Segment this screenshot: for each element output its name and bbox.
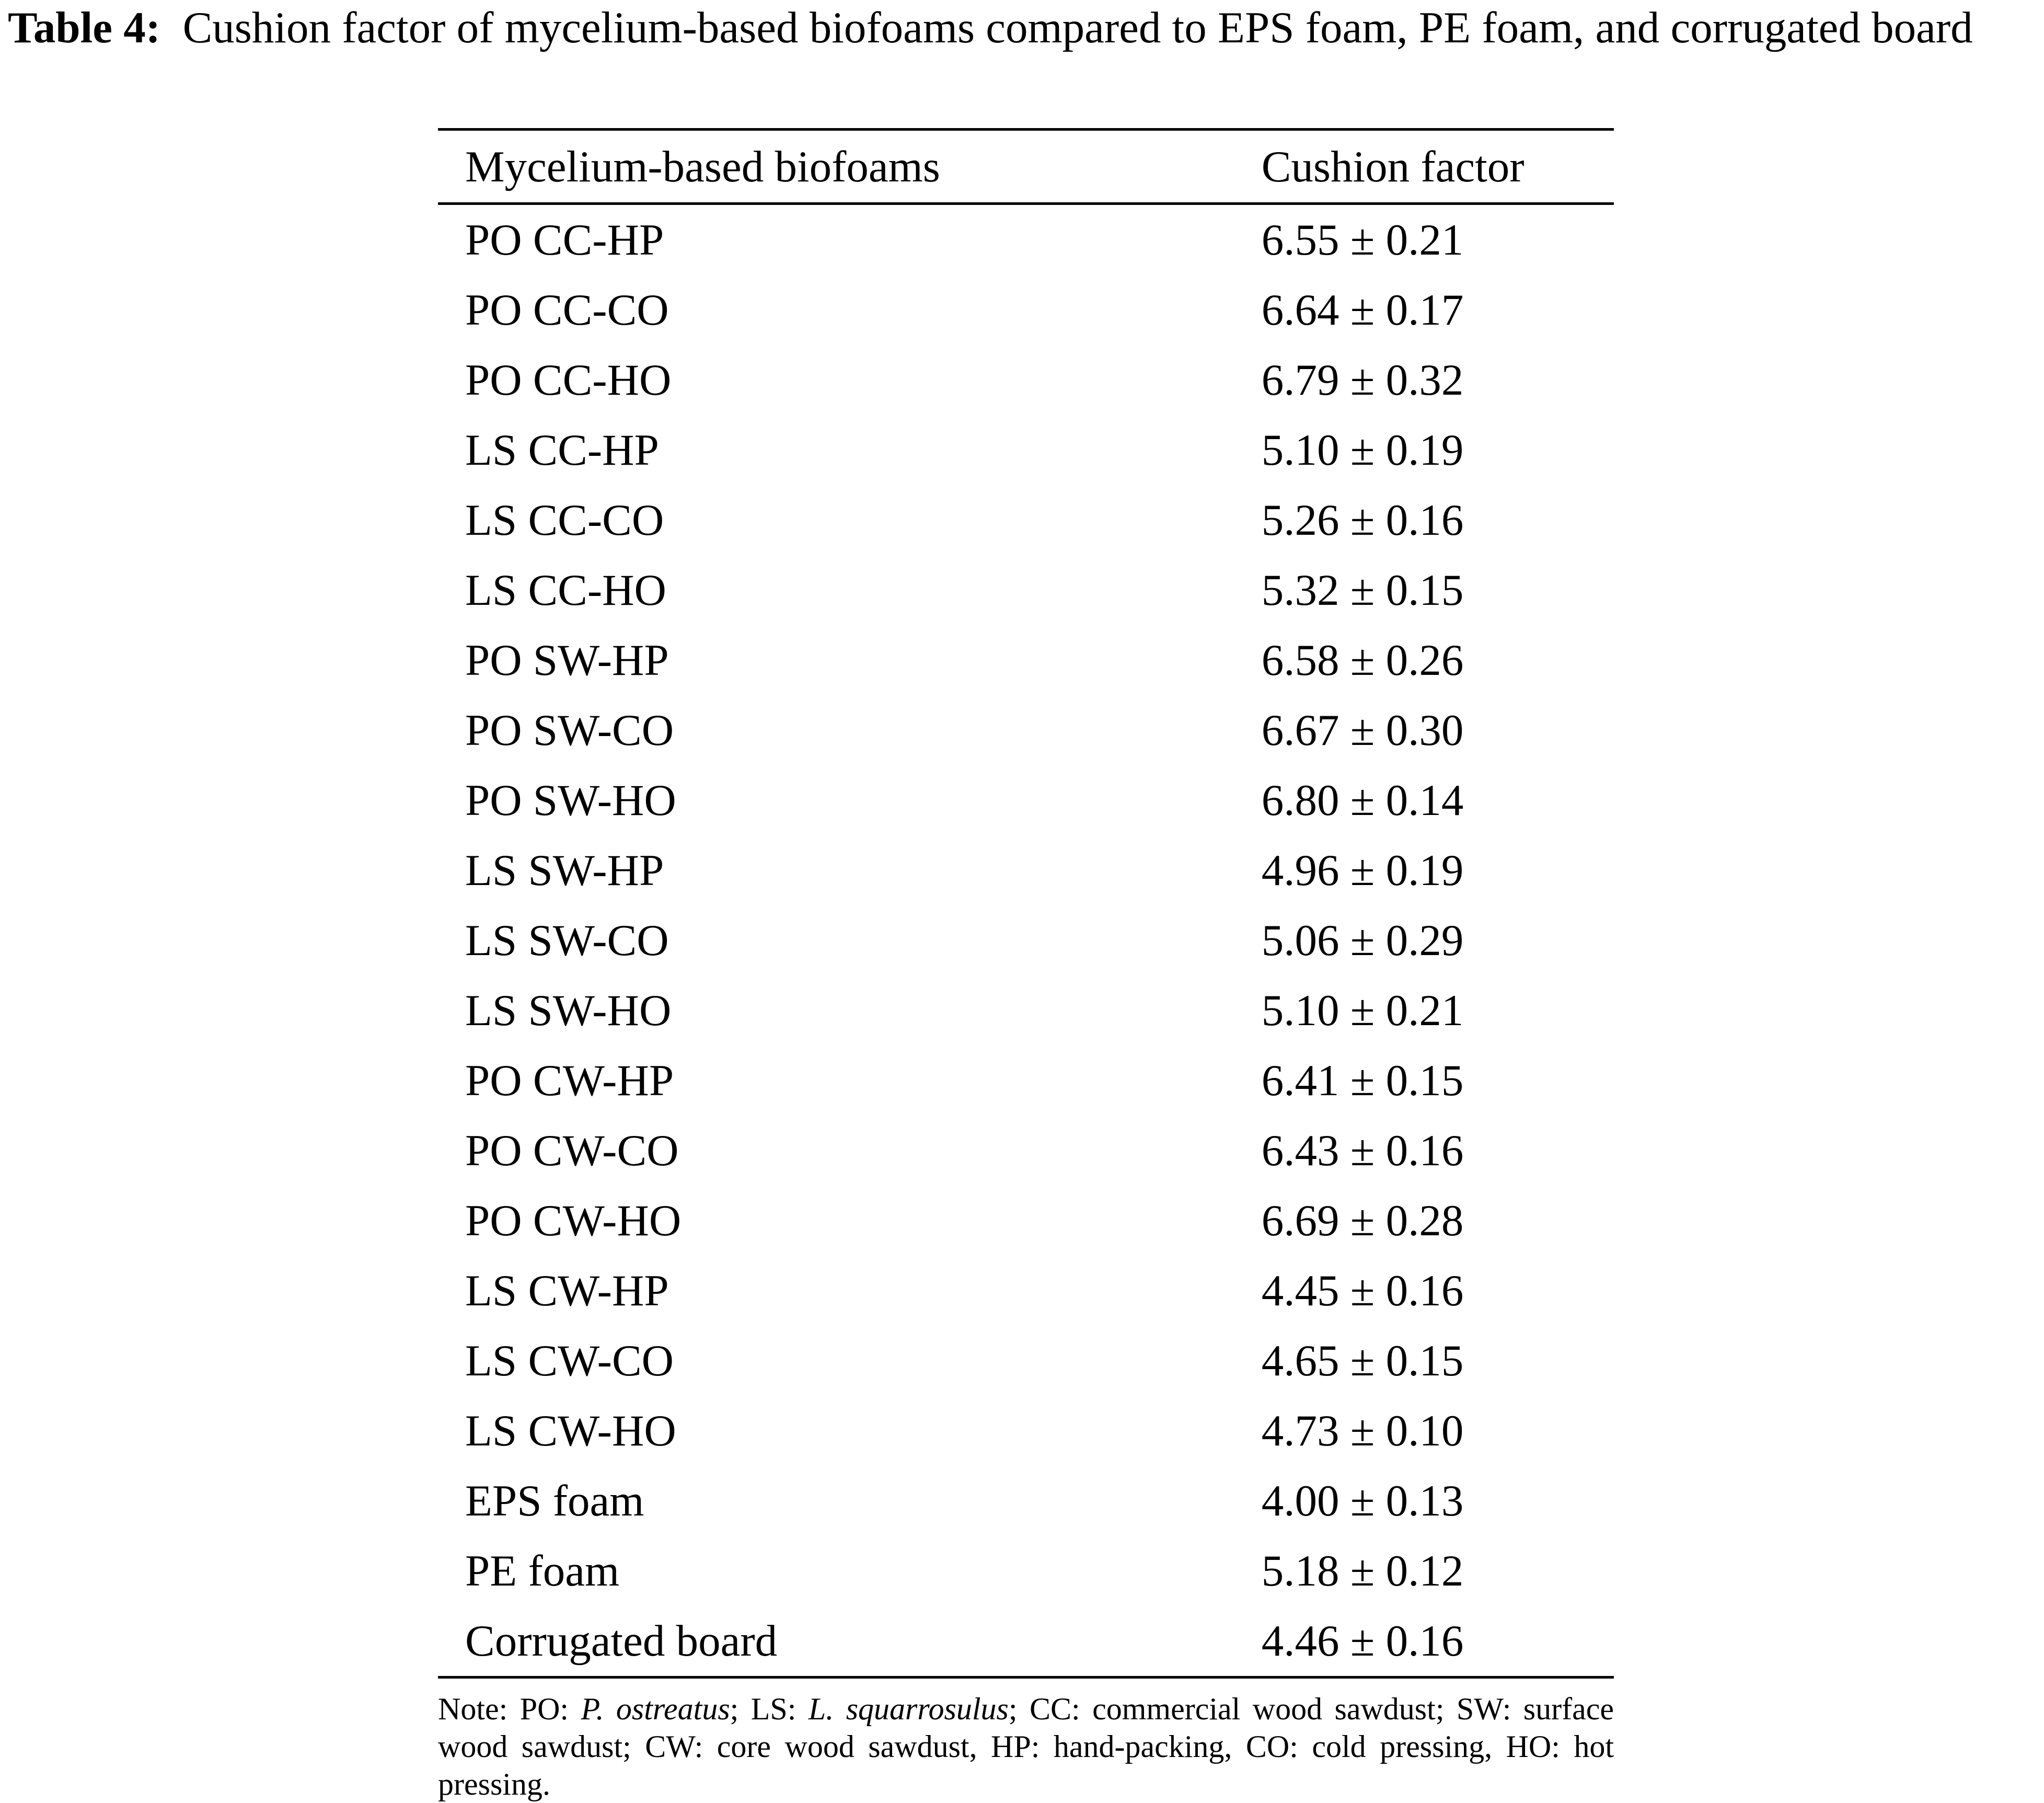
row-material-name: PE foam	[465, 1546, 620, 1595]
row-cushion-factor: 5.10 ± 0.19	[1261, 426, 1464, 475]
table-note	[438, 1690, 1614, 1803]
table-row	[438, 1466, 1614, 1536]
row-cushion-factor: 6.67 ± 0.30	[1261, 706, 1464, 755]
table-row	[438, 905, 1614, 975]
row-material-name: LS CC-CO	[465, 496, 664, 545]
row-cushion-factor: 6.69 ± 0.28	[1261, 1196, 1464, 1245]
table-header-row	[438, 130, 1614, 204]
table-row	[438, 975, 1614, 1046]
row-material-name: LS CW-HP	[465, 1266, 669, 1315]
row-material-name: LS CC-HP	[465, 426, 659, 475]
row-cushion-factor: 6.55 ± 0.21	[1261, 215, 1464, 265]
table-row	[438, 415, 1614, 485]
row-cushion-factor: 5.32 ± 0.15	[1261, 566, 1464, 615]
table-container	[438, 128, 1614, 1803]
row-cushion-factor: 5.26 ± 0.16	[1261, 496, 1464, 545]
table-row	[438, 1256, 1614, 1326]
row-cushion-factor: 4.65 ± 0.15	[1261, 1336, 1464, 1385]
table-row	[438, 1326, 1614, 1396]
note-prefix: Note: PO:	[438, 1692, 581, 1726]
table-body	[438, 204, 1614, 1678]
table-row	[438, 625, 1614, 695]
row-material-name: PO CC-HP	[465, 215, 664, 265]
table-row	[438, 1186, 1614, 1256]
row-material-name: PO CW-HO	[465, 1196, 682, 1245]
cushion-factor-table	[438, 128, 1614, 1679]
row-cushion-factor: 4.00 ± 0.13	[1261, 1476, 1464, 1525]
row-cushion-factor: 6.80 ± 0.14	[1261, 776, 1464, 825]
row-cushion-factor: 6.41 ± 0.15	[1261, 1056, 1464, 1105]
row-material-name: LS CC-HO	[465, 566, 666, 615]
row-material-name: PO SW-HO	[465, 776, 676, 825]
table-row	[438, 1046, 1614, 1116]
table-row	[438, 1396, 1614, 1466]
table-row	[438, 1536, 1614, 1606]
table-row	[438, 765, 1614, 835]
row-material-name: LS SW-HP	[465, 846, 664, 895]
table-caption	[8, 0, 2036, 55]
row-material-name: PO CW-CO	[465, 1126, 679, 1175]
row-cushion-factor: 6.58 ± 0.26	[1261, 636, 1464, 685]
row-cushion-factor: 6.79 ± 0.32	[1261, 355, 1464, 405]
row-material-name: PO CC-CO	[465, 285, 669, 335]
row-material-name: LS SW-CO	[465, 916, 669, 965]
row-material-name: LS CW-HO	[465, 1406, 676, 1455]
row-cushion-factor: 6.43 ± 0.16	[1261, 1126, 1464, 1175]
table-row	[438, 1606, 1614, 1678]
table-row	[438, 485, 1614, 555]
row-cushion-factor: 5.18 ± 0.12	[1261, 1546, 1464, 1595]
row-cushion-factor: 5.06 ± 0.29	[1261, 916, 1464, 965]
row-cushion-factor: 6.64 ± 0.17	[1261, 285, 1464, 335]
header-biofoams: Mycelium-based biofoams	[438, 130, 1234, 204]
table-row	[438, 835, 1614, 905]
table-row	[438, 695, 1614, 765]
row-material-name: PO SW-HP	[465, 636, 669, 685]
row-cushion-factor: 4.73 ± 0.10	[1261, 1406, 1464, 1455]
row-cushion-factor: 4.96 ± 0.19	[1261, 846, 1464, 895]
row-cushion-factor: 5.10 ± 0.21	[1261, 986, 1464, 1035]
table-row	[438, 345, 1614, 415]
table-row	[438, 555, 1614, 625]
row-material-name: PO CW-HP	[465, 1056, 674, 1105]
caption-text: Cushion factor of mycelium-based biofoams compared to EPS foam, PE foam, and corrugated board	[182, 3, 1973, 52]
note-suffix: ; CC: commercial wood sawdust; SW: surface wood sawdust; CW: core wood sawdust, HP: hand-packing, CO: cold pressing, HO: hot pressing.	[438, 1692, 1614, 1801]
caption-label: Table 4:	[8, 3, 161, 52]
header-cushion-factor: Cushion factor	[1234, 130, 1614, 204]
row-material-name: PO SW-CO	[465, 706, 674, 755]
note-mid: ; LS:	[730, 1692, 809, 1726]
row-material-name: EPS foam	[465, 1476, 644, 1525]
table-row	[438, 204, 1614, 275]
row-cushion-factor: 4.45 ± 0.16	[1261, 1266, 1464, 1315]
row-cushion-factor: 4.46 ± 0.16	[1234, 1606, 1614, 1678]
row-material-name: LS SW-HO	[465, 986, 672, 1035]
table-row	[438, 275, 1614, 345]
row-material-name: LS CW-CO	[465, 1336, 674, 1385]
row-material-name: Corrugated board	[438, 1606, 1234, 1678]
row-material-name: PO CC-HO	[465, 355, 672, 405]
note-po-species: P. ostreatus	[581, 1692, 730, 1726]
table-row	[438, 1116, 1614, 1186]
note-ls-species: L. squarrosulus	[808, 1692, 1009, 1726]
